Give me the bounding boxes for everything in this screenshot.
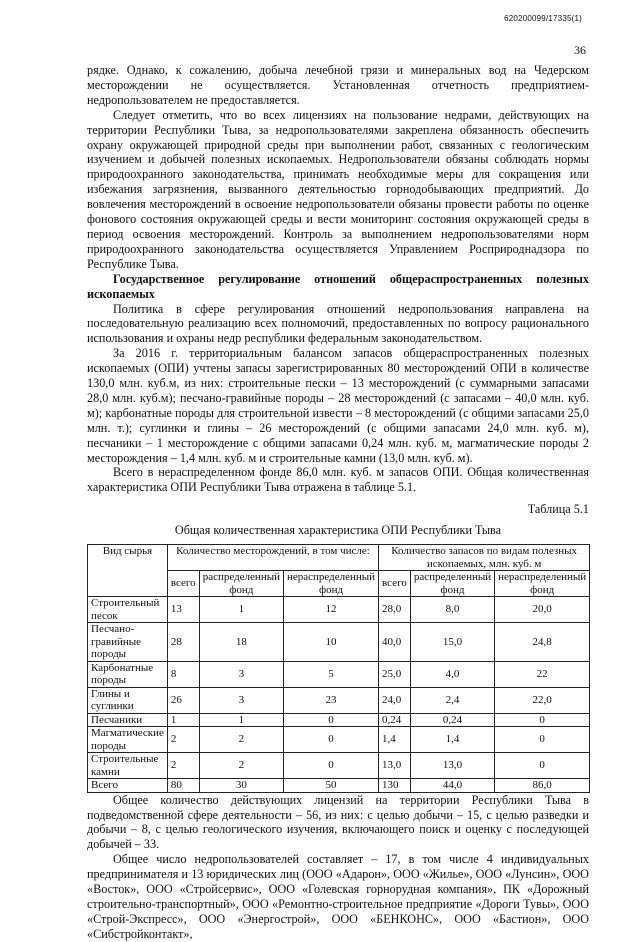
table-cell-value: 2 [199,727,283,753]
table-cell-type: Песчаники [88,713,168,727]
header-distributed: распределенный фонд [410,571,494,597]
table-cell-value: 12 [283,597,378,623]
table-cell-value: 0 [283,727,378,753]
table-cell-type: Песчано-гравийные породы [88,623,168,662]
table-row [88,753,590,779]
table-cell-value: 8,0 [410,597,494,623]
page-number: 36 [574,43,586,57]
opi-table [87,544,590,793]
table-cell-value: 80 [167,779,199,793]
table-cell-value: 1 [167,713,199,727]
table-cell-value: 0 [283,753,378,779]
header-reserves-amount: Количество запасов по видам полезных ископаемых, млн. куб. м [379,545,590,571]
paragraph-licenses-count: Общее количество действующих лицензий на территории Республики Тыва в подведомственной сфере деятельности – 56, из них: с целью добычи – 15, с целью разведки и добычи – 8, с целью геологического изучения, включающего поиск и оценку с последующей добычей – 33. [87,792,589,852]
table-row [88,713,590,727]
page-content [87,63,589,942]
table-cell-value: 1 [199,713,283,727]
table-cell-value: 13,0 [410,753,494,779]
table-cell-value: 0 [495,713,590,727]
table-cell-value: 13,0 [379,753,411,779]
table-cell-value: 24,8 [495,623,590,662]
table-body [88,597,590,793]
table-cell-value: 130 [379,779,411,793]
table-cell-type: Строительные камни [88,753,168,779]
table-cell-value: 40,0 [379,623,411,662]
paragraph-policy: Политика в сфере регулирования отношений недропользования направлена на последовательную реализацию всех полномочий, предоставленных по вопросу рационального использования и охраны недр республики федеральным законодательством. [87,301,589,346]
table-cell-value: 1 [199,597,283,623]
table-cell-value: 25,0 [379,661,411,687]
table-row [88,597,590,623]
table-cell-type: Всего [88,779,168,793]
table-cell-value: 2 [167,727,199,753]
paragraph-undistributed: Всего в нераспределенном фонде 86,0 млн. куб. м запасов ОПИ. Общая количественная характеристика ОПИ Республики Тыва отражена в таблице 5.1. [87,465,589,495]
table-cell-value: 86,0 [495,779,590,793]
table-cell-value: 3 [199,687,283,713]
table-cell-value: 22,0 [495,687,590,713]
table-cell-value: 0,24 [410,713,494,727]
table-cell-value: 28,0 [379,597,411,623]
table-cell-type: Глины и суглинки [88,687,168,713]
table-cell-value: 23 [283,687,378,713]
header-total: всего [167,571,199,597]
header-undistributed: нераспределенный фонд [283,571,378,597]
table-cell-value: 1,4 [379,727,411,753]
table-cell-value: 26 [167,687,199,713]
table-row [88,779,590,793]
header-deposits-count: Количество месторождений, в том числе: [167,545,378,571]
table-cell-type: Карбонатные породы [88,661,168,687]
table-cell-type: Строительный песок [88,597,168,623]
header-undistributed: нераспределенный фонд [495,571,590,597]
table-cell-value: 18 [199,623,283,662]
table-cell-type: Магматические породы [88,727,168,753]
table-cell-value: 2 [199,753,283,779]
table-cell-value: 0 [495,727,590,753]
table-cell-value: 4,0 [410,661,494,687]
table-cell-value: 5 [283,661,378,687]
table-label: Таблица 5.1 [527,502,589,517]
table-cell-value: 0,24 [379,713,411,727]
table-caption: Общая количественная характеристика ОПИ Республики Тыва [174,523,502,538]
table-cell-value: 13 [167,597,199,623]
table-cell-value: 50 [283,779,378,793]
table-cell-value: 24,0 [379,687,411,713]
header-type: Вид сырья [88,545,168,597]
paragraph-subsoil-users: Общее число недропользователей составляет – 17, в том числе 4 индивидуальных предпринимателя и 13 юридических лиц (ООО «Адарон», ООО «Жилье», ООО «Лунсин», ООО «Восток», ООО «Стройсервис», ООО «Голевская горнорудная компания», ПК «Дорожный строительно-транспортный», ООО «Ремонтно-строительное предприятие «Дороги Тувы», ООО «Строй-Экспресс», ООО «Энергострой», ООО «БЕНКОНС», ООО «Бастион», ООО «Сибстройконтакт», [87,852,589,941]
table-cell-value: 2,4 [410,687,494,713]
table-row [88,661,590,687]
section-heading: Государственное регулирование отношений общераспространенных полезных ископаемых [87,271,589,301]
table-cell-value: 22 [495,661,590,687]
paragraph-reserves: За 2016 г. территориальным балансом запасов общераспространенных полезных ископаемых (ОПИ) учтены запасы зарегистрированных 80 месторождений ОПИ в количестве 130,0 млн. куб.м, из них: строительные пески – 13 месторождений (с суммарными запасами 28,0 млн. куб.м); песчано-гравийные породы – 28 месторождений (с запасами – 40,0 млн. куб. м); карбонатные породы для строительной извести – 8 месторождений (с общими запасами 25,0 млн. т.); суглинки и глины – 26 месторождений (с общими запасами 24,0 млн. куб. м), песчаники – 1 месторождение с общими запасами 0,24 млн. куб. м, магматические породы 2 месторождения – 1,4 млн. куб. м и строительные камни (13,0 млн. куб. м). [87,346,589,465]
table-cell-value: 2 [167,753,199,779]
document-id: 620200099/17335(1) [504,14,582,23]
table-cell-value: 10 [283,623,378,662]
table-row [88,623,590,662]
table-cell-value: 30 [199,779,283,793]
table-cell-value: 1,4 [410,727,494,753]
table-row [88,687,590,713]
header-total: всего [379,571,411,597]
table-cell-value: 0 [495,753,590,779]
table-cell-value: 15,0 [410,623,494,662]
table-row [88,727,590,753]
table-cell-value: 0 [283,713,378,727]
table-cell-value: 44,0 [410,779,494,793]
table-cell-value: 8 [167,661,199,687]
table-cell-value: 20,0 [495,597,590,623]
paragraph-continuation: рядке. Однако, к сожалению, добыча лечебной грязи и минеральных вод на Чедерском месторождении не осуществляется. Установленная отчетность предприятием-недропользователем не предоставляется. [87,63,589,107]
paragraph-licenses-environment: Следует отметить, что во всех лицензиях на пользование недрами, действующих на территории Республики Тыва, за недропользователями закреплена обязанность обеспечить охрану окружающей природной среды при выполнении работ, связанных с геологическим изучением и добычей полезных ископаемых. Недропользователи обязаны соблюдать нормы природоохранного законодательства, принимать необходимые меры для сокращения или избежания загрязнения, вызванного деятельностью горнодобывающих предприятий. До вовлечения месторождений в освоение недропользователи обязаны провести работы по оценке фонового состояния окружающей среды и вести мониторинг состояния окружающей среды в период освоения месторождений. Контроль за выполнением недропользователями норм природоохранного законодательства осуществляется Управлением Росприроднадзора по Республике Тыва. [87,107,589,271]
table-cell-value: 3 [199,661,283,687]
table-cell-value: 28 [167,623,199,662]
header-distributed: распределенный фонд [199,571,283,597]
